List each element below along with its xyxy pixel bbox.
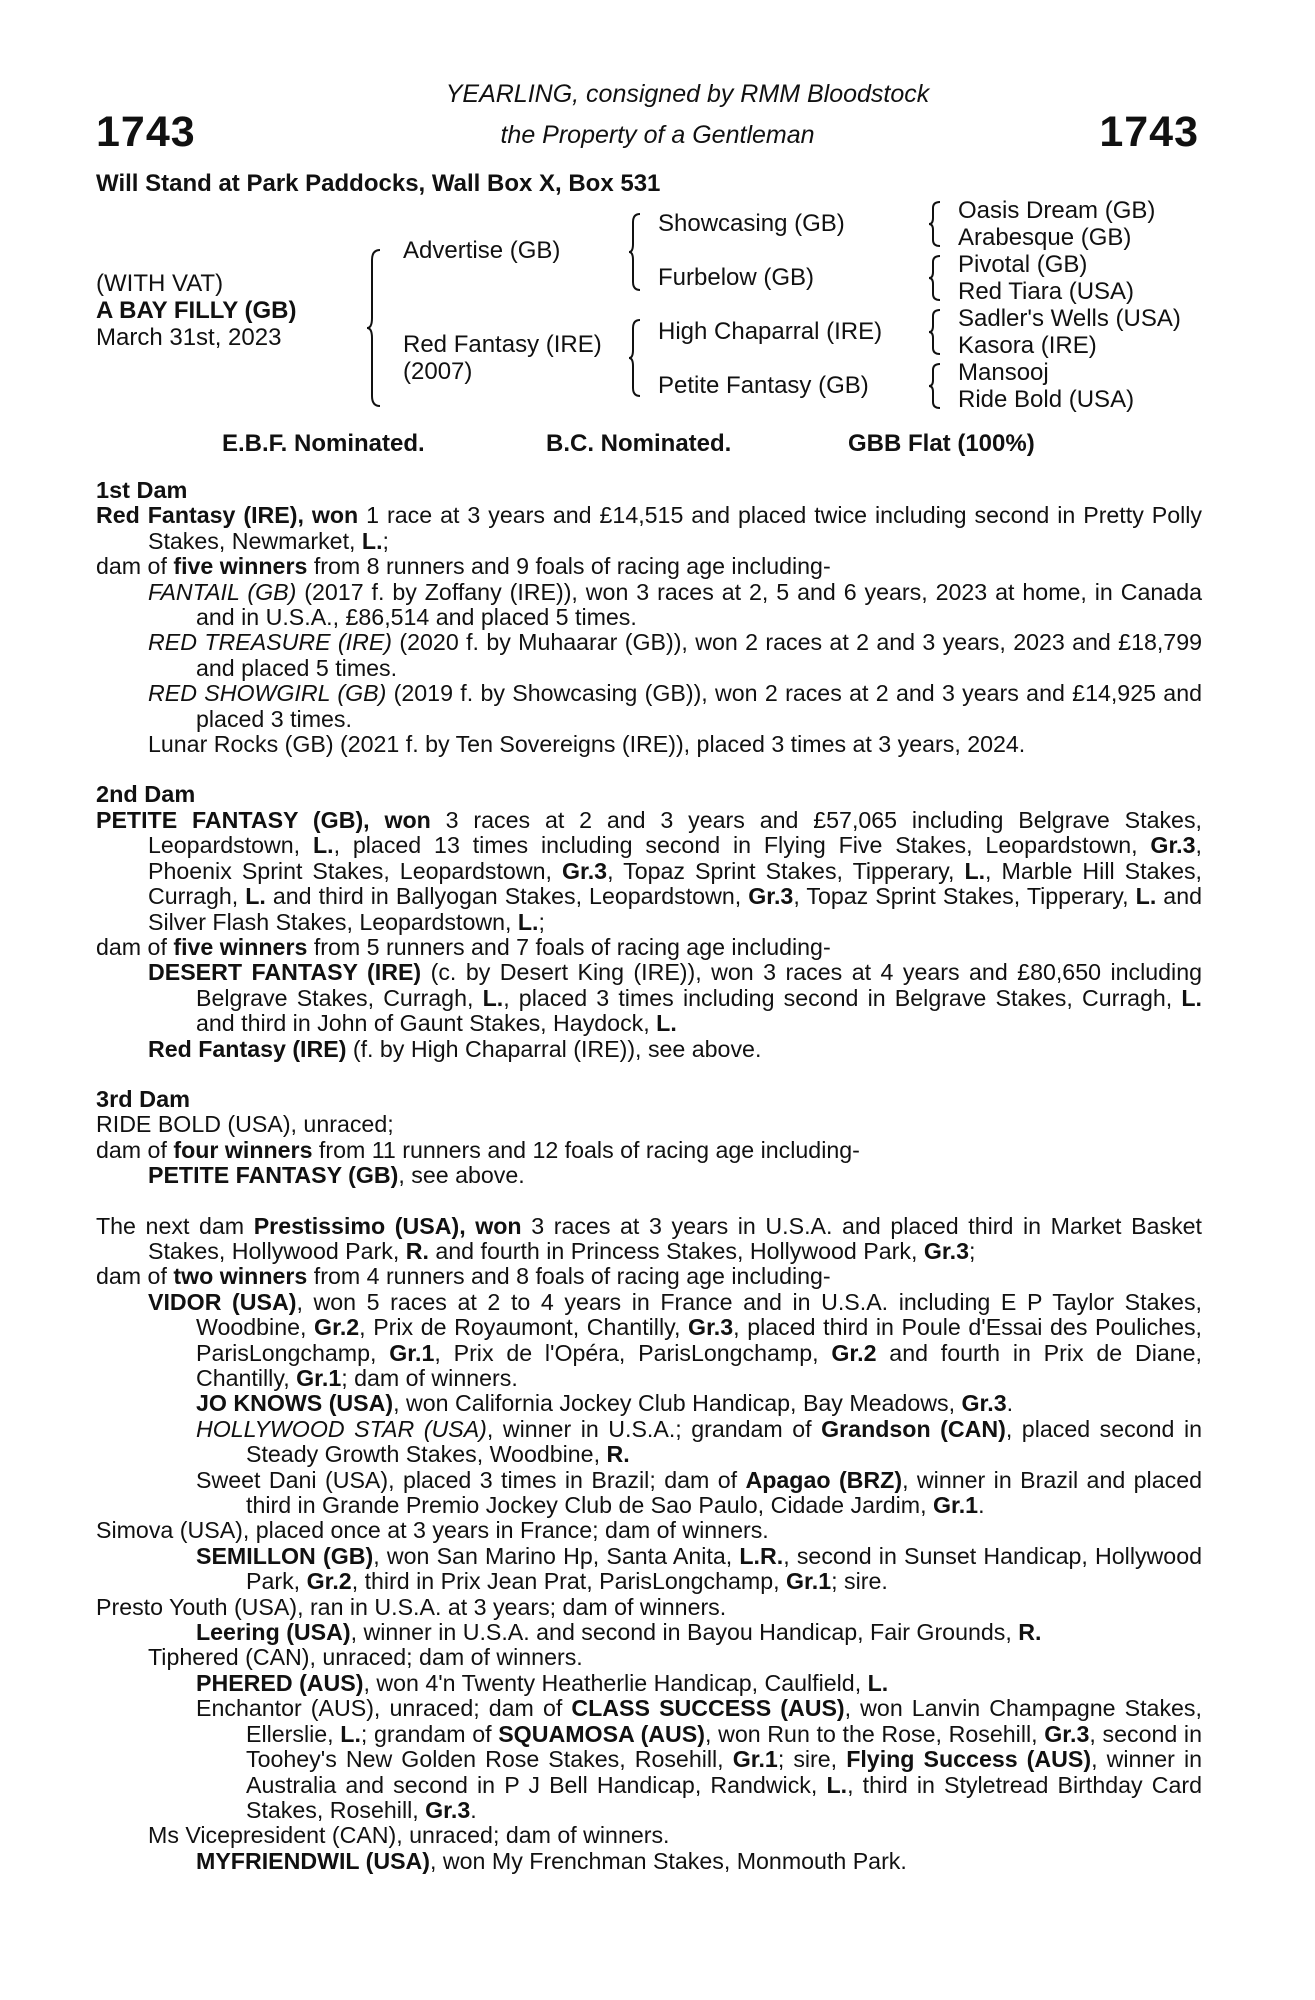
first-dam-produce-summary: dam of five winners from 8 runners and 9 foals of racing age including-	[96, 553, 831, 580]
produce-jo-knows: JO KNOWS (USA), won California Jockey Club Handicap, Bay Meadows, Gr.3.	[196, 1390, 1014, 1417]
produce-simova: Simova (USA), placed once at 3 years in France; dam of winners.	[96, 1517, 769, 1544]
ebf-nomination: E.B.F. Nominated.	[222, 430, 425, 457]
stand-location: Will Stand at Park Paddocks, Wall Box X, Box 531	[96, 170, 661, 197]
ancestor-3: Pivotal (GB)	[958, 251, 1088, 278]
produce-myfriendwil: MYFRIENDWIL (USA), won My Frenchman Stakes, Monmouth Park.	[196, 1847, 907, 1874]
first-dam-record: Red Fantasy (IRE), won 1 race at 3 years and £14,515 and placed twice including second in Pretty Polly Stakes, Newmarket, L.;	[96, 502, 1202, 554]
gbb-status: GBB Flat (100%)	[848, 430, 1035, 457]
consignment-line: YEARLING, consigned by RMM Bloodstock	[445, 80, 930, 108]
lot-number-right: 1743	[1099, 108, 1199, 156]
produce-ms-vicepresident: Ms Vicepresident (CAN), unraced; dam of winners.	[148, 1822, 670, 1849]
brace-sire	[628, 212, 644, 292]
produce-hollywood-star: HOLLYWOOD STAR (USA), winner in U.S.A.; grandam of Grandson (CAN), placed second in Steady Growth Stakes, Woodbine, R.	[196, 1415, 1202, 1468]
produce-petite-fantasy: PETITE FANTASY (GB), see above.	[148, 1162, 525, 1189]
produce-sweet-dani: Sweet Dani (USA), placed 3 times in Brazil; dam of Apagao (BRZ), winner in Brazil and placed third in Grande Premio Jockey Club de Sao Paulo, Cidade Jardim, Gr.1.	[196, 1466, 1202, 1519]
produce-red-treasure: RED TREASURE (IRE) (2020 f. by Muhaarar (GB)), won 2 races at 2 and 3 years, 2023 and £18,799 and placed 5 times.	[148, 629, 1202, 681]
produce-leering: Leering (USA), winner in U.S.A. and second in Bayou Handicap, Fair Grounds, R.	[196, 1619, 1042, 1646]
brace-gen1	[366, 248, 386, 408]
produce-red-fantasy: Red Fantasy (IRE) (f. by High Chaparral (IRE)), see above.	[148, 1035, 762, 1062]
vat-note: (WITH VAT)	[96, 270, 224, 297]
sire-dam: Furbelow (GB)	[658, 264, 815, 291]
catalogue-body	[96, 478, 1202, 1874]
first-dam-heading: 1st Dam	[96, 477, 188, 503]
ancestor-6: Kasora (IRE)	[958, 332, 1097, 359]
brace-g4	[928, 362, 944, 410]
dam-year: (2007)	[403, 358, 473, 385]
produce-fantail: FANTAIL (GB) (2017 f. by Zoffany (IRE)), won 3 races at 2, 5 and 6 years, 2023 at home, in Canada and in U.S.A., £86,514 and placed 5 times.	[148, 578, 1202, 631]
bc-nomination: B.C. Nominated.	[546, 430, 732, 457]
brace-g1	[928, 200, 944, 248]
foaling-date: March 31st, 2023	[96, 324, 282, 351]
brace-g3	[928, 308, 944, 356]
third-dam-record: RIDE BOLD (USA), unraced;	[96, 1111, 394, 1138]
ancestor-7: Mansooj	[958, 359, 1049, 386]
third-dam-heading: 3rd Dam	[96, 1085, 191, 1112]
property-line: the Property of a Gentleman	[500, 121, 815, 149]
third-dam-produce-summary: dam of four winners from 11 runners and 12 foals of racing age including-	[96, 1136, 860, 1163]
produce-semillon: SEMILLON (GB), won San Marino Hp, Santa Anita, L.R., second in Sunset Handicap, Hollywood Park, Gr.2, third in Prix Jean Prat, ParisLongchamp, Gr.1; sire.	[196, 1542, 1202, 1595]
second-dam-produce-summary: dam of five winners from 5 runners and 7 foals of racing age including-	[96, 933, 831, 960]
dam-name: Red Fantasy (IRE)	[403, 331, 602, 358]
produce-tiphered: Tiphered (CAN), unraced; dam of winners.	[148, 1644, 583, 1671]
produce-lunar-rocks: Lunar Rocks (GB) (2021 f. by Ten Sovereigns (IRE)), placed 3 times at 3 years, 2024.	[148, 731, 1026, 758]
fourth-dam-record: The next dam Prestissimo (USA), won 3 races at 3 years in U.S.A. and placed third in Market Basket Stakes, Hollywood Park, R. and fourth in Princess Stakes, Hollywood Park, Gr.3;	[96, 1212, 1202, 1264]
second-dam-record: PETITE FANTASY (GB), won 3 races at 2 and 3 years and £57,065 including Belgrave Stakes, Leopardstown, L., placed 13 times including second in Flying Five Stakes, Leopardstown, Gr.3, Phoenix Sprint Stakes, Leopardstown, Gr.3, Topaz Sprint Stakes, Tipperary, L., Marble Hill Stakes, Curragh, L. and third in Ballyogan Stakes, Leopardstown, Gr.3, Topaz Sprint Stakes, Tipperary, L. and Silver Flash Stakes, Leopardstown, L.;	[96, 806, 1202, 935]
ancestor-5: Sadler's Wells (USA)	[958, 305, 1181, 332]
ancestor-2: Arabesque (GB)	[958, 224, 1132, 251]
second-dam-heading: 2nd Dam	[96, 781, 196, 808]
horse-name: A BAY FILLY (GB)	[96, 297, 297, 324]
lot-number-left: 1743	[96, 108, 196, 156]
produce-red-showgirl: RED SHOWGIRL (GB) (2019 f. by Showcasing (GB)), won 2 races at 2 and 3 years and £14,925 and placed 3 times.	[148, 680, 1202, 732]
ancestor-4: Red Tiara (USA)	[958, 278, 1135, 305]
fourth-dam-produce-summary: dam of two winners from 4 runners and 8 foals of racing age including-	[96, 1263, 831, 1290]
produce-desert-fantasy: DESERT FANTASY (IRE) (c. by Desert King (IRE)), won 3 races at 4 years and £80,650 including Belgrave Stakes, Curragh, L., placed 3 times including second in Belgrave Stakes, Curragh, L. and third in John of Gaunt Stakes, Haydock, L.	[148, 959, 1202, 1037]
sire-sire: Showcasing (GB)	[658, 210, 845, 237]
produce-enchantor: Enchantor (AUS), unraced; dam of CLASS SUCCESS (AUS), won Lanvin Champagne Stakes, Ellerslie, L.; grandam of SQUAMOSA (AUS), won Run to the Rose, Rosehill, Gr.3, second in Toohey's New Golden Rose Stakes, Rosehill, Gr.1; sire, Flying Success (AUS), winner in Australia and second in P J Bell Handicap, Randwick, L., third in Styletread Birthday Card Stakes, Rosehill, Gr.3.	[196, 1695, 1203, 1823]
brace-g2	[928, 254, 944, 302]
produce-phered: PHERED (AUS), won 4'n Twenty Heatherlie Handicap, Caulfield, L.	[196, 1669, 889, 1696]
sire-name: Advertise (GB)	[403, 237, 561, 264]
produce-presto-youth: Presto Youth (USA), ran in U.S.A. at 3 years; dam of winners.	[96, 1593, 727, 1620]
ancestor-8: Ride Bold (USA)	[958, 386, 1135, 413]
produce-vidor: VIDOR (USA), won 5 races at 2 to 4 years in France and in U.S.A. including E P Taylor Stakes, Woodbine, Gr.2, Prix de Royaumont, Chantilly, Gr.3, placed third in Poule d'Essai des Pouliches, ParisLongchamp, Gr.1, Prix de l'Opéra, ParisLongchamp, Gr.2 and fourth in Prix de Diane, Chantilly, Gr.1; dam of winners.	[148, 1288, 1203, 1391]
brace-dam	[628, 318, 644, 398]
dam-dam: Petite Fantasy (GB)	[658, 372, 869, 399]
ancestor-1: Oasis Dream (GB)	[958, 197, 1156, 224]
dam-sire: High Chaparral (IRE)	[658, 318, 883, 345]
